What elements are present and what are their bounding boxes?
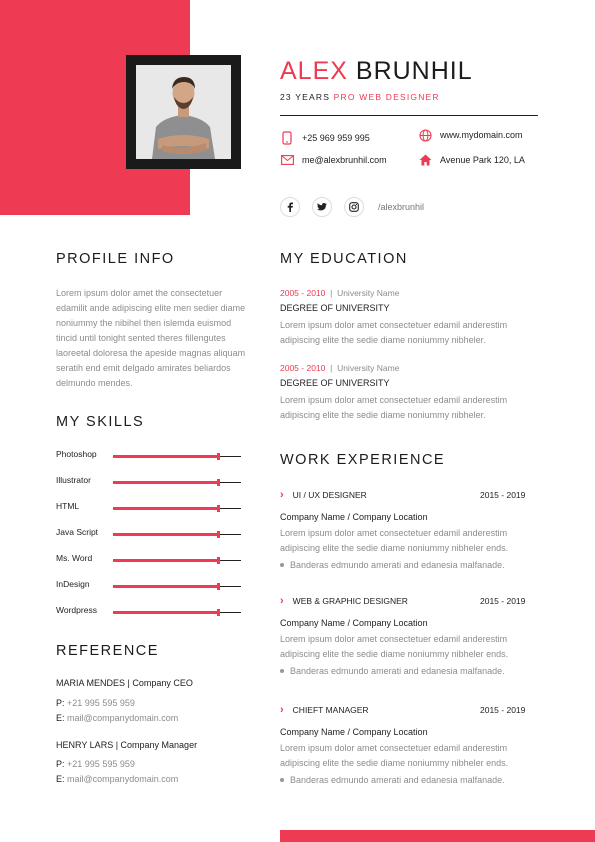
skill-label: HTML: [56, 501, 80, 511]
header-divider: [280, 115, 538, 116]
skill-row: [56, 553, 246, 567]
profile-photo: [136, 65, 231, 159]
skill-row: [56, 475, 246, 489]
contact-email[interactable]: me@alexbrunhil.com: [280, 153, 387, 167]
skill-level-handle: [217, 453, 220, 460]
job-company: Company Name / Company Location: [280, 618, 428, 628]
skill-label: Wordpress: [56, 605, 97, 615]
instagram-icon[interactable]: [344, 197, 364, 217]
bullet-dot-icon: [280, 778, 284, 782]
last-name: BRUNHIL: [355, 57, 473, 85]
skill-level-handle: [217, 609, 220, 616]
skills-section-title: MY SKILLS: [56, 414, 145, 430]
years-label: 23 YEARS: [280, 92, 331, 102]
facebook-icon[interactable]: [280, 197, 300, 217]
twitter-icon[interactable]: [312, 197, 332, 217]
contact-website[interactable]: www.mydomain.com: [418, 128, 523, 142]
reference-phone: P: +21 995 595 959: [56, 759, 135, 769]
skill-label: Java Script: [56, 527, 99, 537]
skill-row: [56, 501, 246, 515]
skill-row: [56, 527, 246, 541]
education-meta: 2005 - 2010 | University Name: [280, 288, 400, 298]
job-title: › WEB & GRAPHIC DESIGNER: [280, 595, 408, 607]
skill-level-handle: [217, 557, 220, 564]
job-bullet: Banderas edmundo amerati and edanesia malfanade.: [280, 560, 505, 570]
skill-level-bar: [113, 481, 219, 484]
social-links: [280, 197, 424, 217]
contact-phone: +25 969 959 995: [280, 131, 370, 145]
subtitle: [280, 92, 440, 102]
globe-icon: [418, 128, 432, 142]
social-handle[interactable]: /alexbrunhil: [378, 202, 425, 212]
skill-label: InDesign: [56, 579, 90, 589]
role-label: PRO WEB DESIGNER: [333, 92, 440, 102]
work-section-title: WORK EXPERIENCE: [280, 452, 446, 468]
profile-photo-frame: [126, 55, 241, 169]
education-text: Lorem ipsum dolor amet consectetuer edamil anderestim adipiscing elite the sedie diame noniummy nibheler.: [280, 320, 508, 345]
reference-name: HENRY LARS | Company Manager: [56, 740, 198, 750]
skill-row: [56, 449, 246, 463]
education-degree: DEGREE OF UNIVERSITY: [280, 378, 390, 388]
skill-level-handle: [217, 583, 220, 590]
skill-level-bar: [113, 611, 219, 614]
skill-row: [56, 605, 246, 619]
bottom-accent-bar: [280, 830, 595, 842]
job-description: Lorem ipsum dolor amet consectetuer edamil anderestim adipiscing elite the sedie diame noniummy nibheler ends.: [280, 743, 509, 768]
education-section-title: MY EDUCATION: [280, 251, 408, 267]
skill-level-bar: [113, 559, 219, 562]
skill-level-handle: [217, 531, 220, 538]
skill-label: Ms. Word: [56, 553, 93, 563]
profile-section-title: PROFILE INFO: [56, 251, 175, 267]
skill-level-bar: [113, 455, 219, 458]
reference-name: MARIA MENDES | Company CEO: [56, 678, 193, 688]
reference-email[interactable]: E: mail@companydomain.com: [56, 713, 179, 723]
education-degree: DEGREE OF UNIVERSITY: [280, 303, 390, 313]
skill-level-bar: [113, 507, 219, 510]
skill-level-bar: [113, 533, 219, 536]
chevron-right-icon: ›: [280, 595, 284, 607]
reference-email[interactable]: E: mail@companydomain.com: [56, 774, 179, 784]
bullet-dot-icon: [280, 669, 284, 673]
education-meta: 2005 - 2010 | University Name: [280, 363, 400, 373]
job-years: 2015 - 2019: [480, 596, 526, 606]
bullet-dot-icon: [280, 563, 284, 567]
skill-row: [56, 579, 246, 593]
job-bullet: Banderas edmundo amerati and edanesia malfanade.: [280, 775, 505, 785]
envelope-icon: [280, 153, 294, 167]
job-title: › UI / UX DESIGNER: [280, 489, 367, 501]
job-years: 2015 - 2019: [480, 705, 526, 715]
job-description: Lorem ipsum dolor amet consectetuer edamil anderestim adipiscing elite the sedie diame noniummy nibheler ends.: [280, 634, 509, 659]
profile-text: Lorem ipsum dolor amet the consectetuer edamilit ande adipiscing elite men sedier diame noniummy the nibihel then islemda euismod tincid until tonight sented theres fillengutes laoreetal doloresa the apeside magnas aliquam seratih end emit delgado amirates beliardos delmundo mendes.: [56, 288, 246, 388]
job-company: Company Name / Company Location: [280, 727, 428, 737]
chevron-right-icon: ›: [280, 489, 284, 501]
job-description: Lorem ipsum dolor amet consectetuer edamil anderestim adipiscing elite the sedie diame noniummy nibheler ends.: [280, 528, 509, 553]
job-bullet: Banderas edmundo amerati and edanesia malfanade.: [280, 666, 505, 676]
skill-level-handle: [217, 505, 220, 512]
skill-label: Illustrator: [56, 475, 91, 485]
job-company: Company Name / Company Location: [280, 512, 428, 522]
job-title: › CHIEFT MANAGER: [280, 704, 369, 716]
skill-level-bar: [113, 585, 219, 588]
education-text: Lorem ipsum dolor amet consectetuer edamil anderestim adipiscing elite the sedie diame noniummy nibheler.: [280, 395, 508, 420]
reference-phone: P: +21 995 595 959: [56, 698, 135, 708]
job-years: 2015 - 2019: [480, 490, 526, 500]
person-name: [280, 57, 473, 86]
first-name: ALEX: [280, 57, 348, 85]
skill-label: Photoshop: [56, 449, 97, 459]
home-icon: [418, 153, 432, 167]
contact-address: Avenue Park 120, LA: [418, 153, 525, 167]
phone-icon: [280, 131, 294, 145]
reference-section-title: REFERENCE: [56, 643, 159, 659]
skill-level-handle: [217, 479, 220, 486]
chevron-right-icon: ›: [280, 704, 284, 716]
